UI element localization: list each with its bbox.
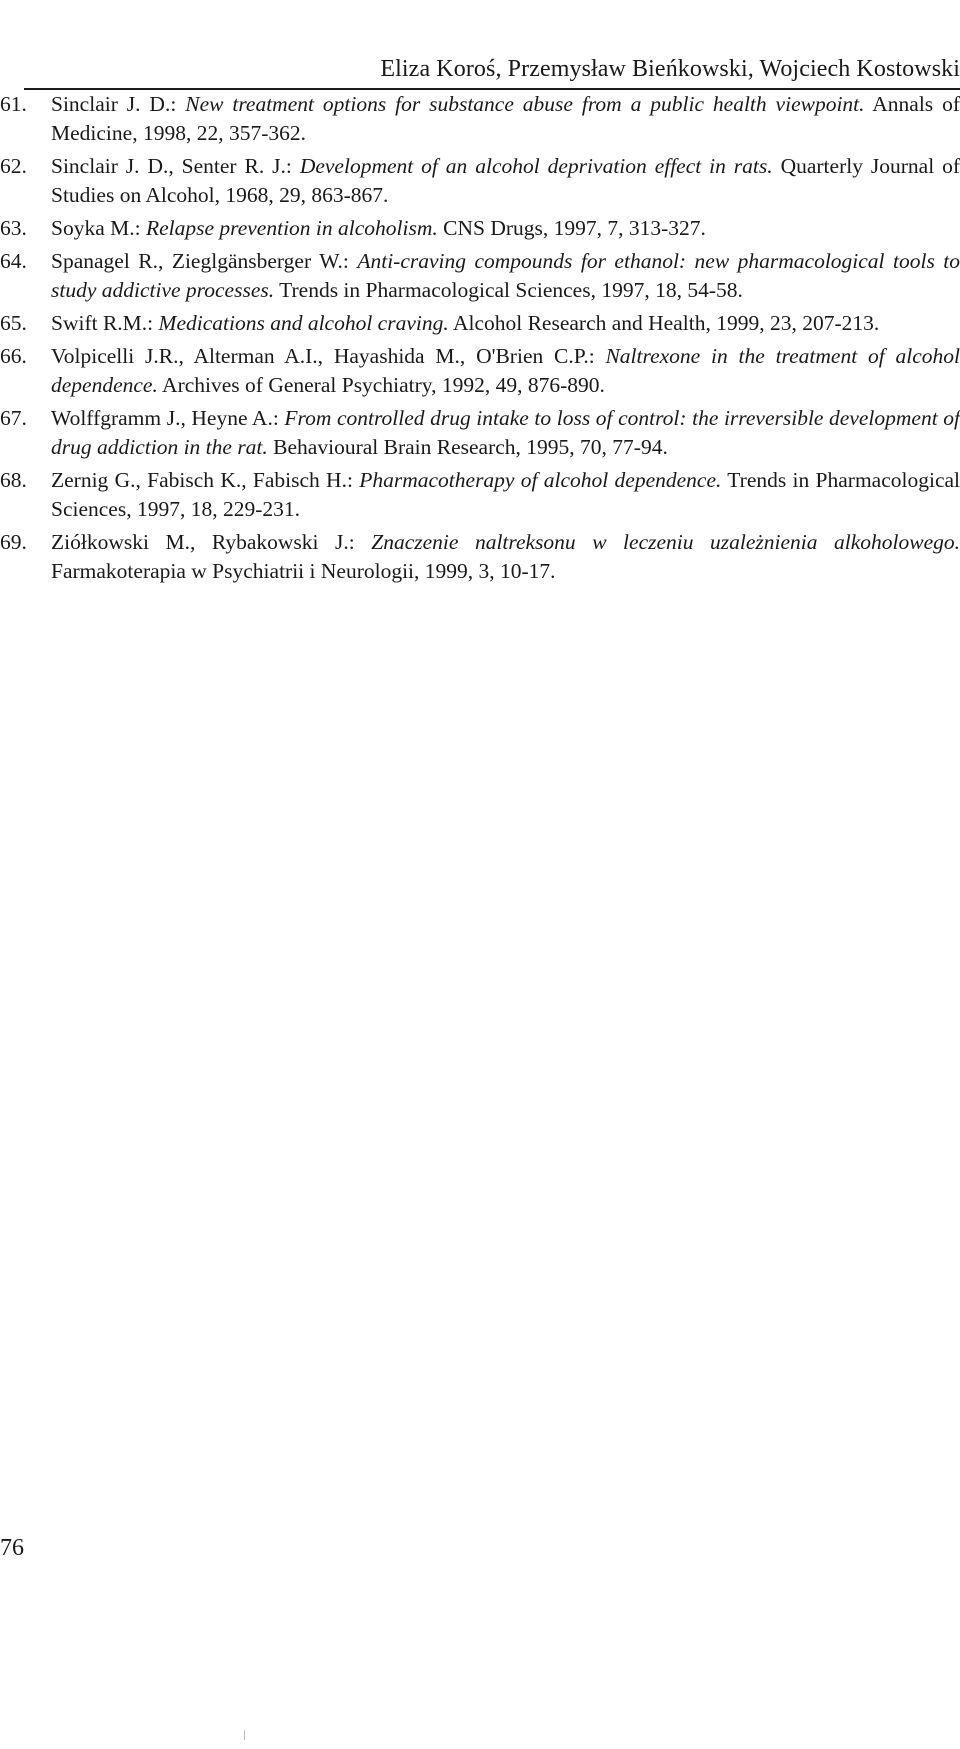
reference-source: Annals of Medicine, 1998, 22, 357-362.	[51, 92, 960, 145]
reference-title: New treatment options for substance abuse from a public health viewpoint.	[185, 92, 865, 116]
reference-number: 69.	[0, 530, 27, 554]
reference-item-65	[0, 309, 960, 338]
reference-authors: Wolffgramm J., Heyne A.:	[51, 406, 279, 430]
reference-authors: Zernig G., Fabisch K., Fabisch H.:	[51, 468, 353, 492]
reference-title: From controlled drug intake to loss of control: the irreversible development of drug addiction in the rat.	[51, 406, 960, 459]
reference-source: Alcohol Research and Health, 1999, 23, 207-213.	[452, 311, 880, 335]
reference-title: Naltrexone in the treatment of alcohol dependence.	[51, 344, 960, 397]
reference-item-64	[0, 247, 960, 305]
reference-item-61	[0, 90, 960, 148]
reference-item-63	[0, 214, 960, 243]
reference-number: 65.	[0, 311, 27, 335]
reference-number: 62.	[0, 154, 27, 178]
reference-source: Trends in Pharmacological Sciences, 1997, 18, 54-58.	[279, 278, 743, 302]
reference-title: Medications and alcohol craving.	[158, 311, 449, 335]
reference-title: Development of an alcohol deprivation effect in rats.	[299, 154, 773, 178]
reference-number: 68.	[0, 468, 27, 492]
reference-authors: Volpicelli J.R., Alterman A.I., Hayashida M., O'Brien C.P.:	[51, 344, 595, 368]
reference-item-67	[0, 404, 960, 462]
reference-source: Archives of General Psychiatry, 1992, 49, 876-890.	[162, 373, 605, 397]
reference-item-68	[0, 466, 960, 524]
reference-source: Farmakoterapia w Psychiatrii i Neurologii, 1999, 3, 10-17.	[51, 559, 556, 583]
reference-authors: Ziółkowski M., Rybakowski J.:	[51, 530, 355, 554]
running-header: Eliza Koroś, Przemysław Bieńkowski, Wojciech Kostowski	[380, 56, 960, 82]
page-number: 76	[0, 1535, 24, 1561]
reference-authors: Spanagel R., Zieglgänsberger W.:	[51, 249, 349, 273]
reference-authors: Swift R.M.:	[51, 311, 154, 335]
reference-source: CNS Drugs, 1997, 7, 313-327.	[443, 216, 706, 240]
reference-item-66	[0, 342, 960, 400]
reference-source: Behavioural Brain Research, 1995, 70, 77-94.	[273, 435, 668, 459]
reference-authors: Sinclair J. D., Senter R. J.:	[51, 154, 292, 178]
reference-title: Znaczenie naltreksonu w leczeniu uzależnienia alkoholowego.	[371, 530, 960, 554]
reference-list	[0, 90, 960, 590]
reference-number: 64.	[0, 249, 27, 273]
reference-number: 63.	[0, 216, 27, 240]
reference-number: 67.	[0, 406, 27, 430]
reference-authors: Soyka M.:	[51, 216, 141, 240]
reference-title: Relapse prevention in alcoholism.	[145, 216, 438, 240]
reference-number: 61.	[0, 92, 27, 116]
reference-title: Pharmacotherapy of alcohol dependence.	[359, 468, 722, 492]
reference-number: 66.	[0, 344, 27, 368]
reference-authors: Sinclair J. D.:	[51, 92, 177, 116]
scan-speck	[244, 1730, 245, 1740]
reference-title: Anti-craving compounds for ethanol: new pharmacological tools to study addictive processes.	[51, 249, 960, 302]
reference-item-62	[0, 152, 960, 210]
reference-item-69	[0, 528, 960, 586]
reference-source: Quarterly Journal of Studies on Alcohol, 1968, 29, 863-867.	[51, 154, 960, 207]
reference-source: Trends in Pharmacological Sciences, 1997, 18, 229-231.	[51, 468, 960, 521]
